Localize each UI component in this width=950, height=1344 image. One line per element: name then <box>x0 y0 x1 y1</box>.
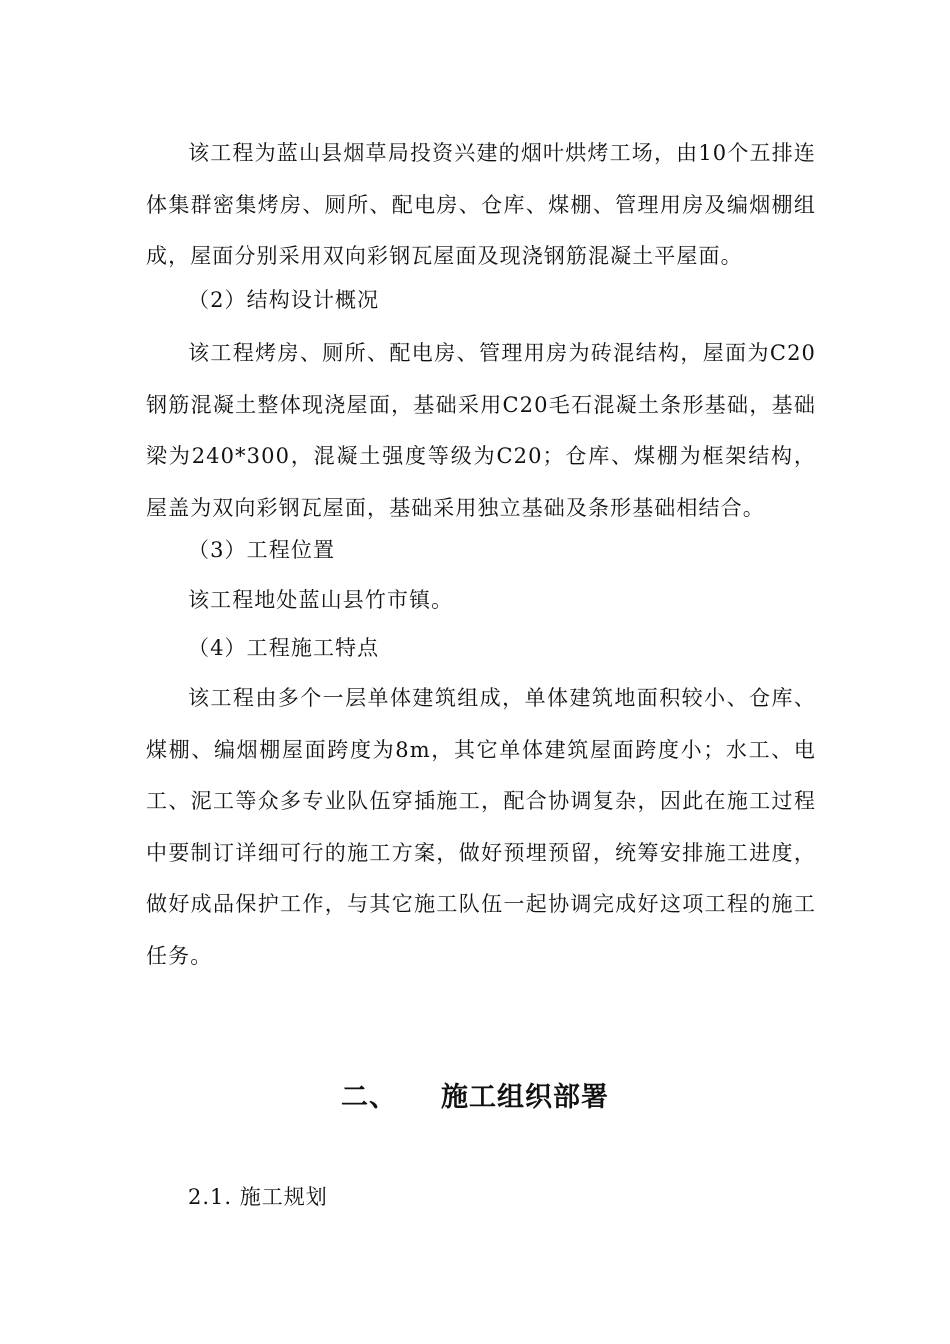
section-title <box>0 1080 950 1116</box>
paragraph-project-overview: 该工程为蓝山县烟草局投资兴建的烟叶烘烤工场，由10个五排连体集群密集烤房、厕所、配电房、仓库、煤棚、管理用房及编烟棚组成，屋面分别采用双向彩钢瓦屋面及现浇钢筋混凝土平屋面。 <box>146 141 816 268</box>
heading-structure-design: （2）结构设计概况 <box>188 288 380 312</box>
heading-project-location: （3）工程位置 <box>188 538 336 562</box>
subsection-heading: 2.1. 施工规划 <box>188 1185 328 1209</box>
paragraph-construction-features: 该工程由多个一层单体建筑组成，单体建筑地面积较小、仓库、煤棚、编烟棚屋面跨度为8m，其它单体建筑屋面跨度小；水工、电工、泥工等众多专业队伍穿插施工，配合协调复杂，因此在施工过程中要制订详细可行的施工方案，做好预埋预留，统筹安排施工进度，做好成品保护工作，与其它施工队伍一起协调完成好这项工程的施工任务。 <box>146 686 816 968</box>
paragraph-project-location: 该工程地处蓝山县竹市镇。 <box>188 588 454 612</box>
section-number: 二、 <box>341 1082 397 1113</box>
paragraph-structure-design: 该工程烤房、厕所、配电房、管理用房为砖混结构，屋面为C20钢筋混凝土整体现浇屋面，基础采用C20毛石混凝土条形基础，基础梁为240*300，混凝土强度等级为C20；仓库、煤棚为框架结构，屋盖为双向彩钢瓦屋面，基础采用独立基础及条形基础相结合。 <box>146 341 816 520</box>
heading-construction-features: （4）工程施工特点 <box>188 636 380 660</box>
section-title-text: 施工组织部署 <box>441 1082 609 1113</box>
